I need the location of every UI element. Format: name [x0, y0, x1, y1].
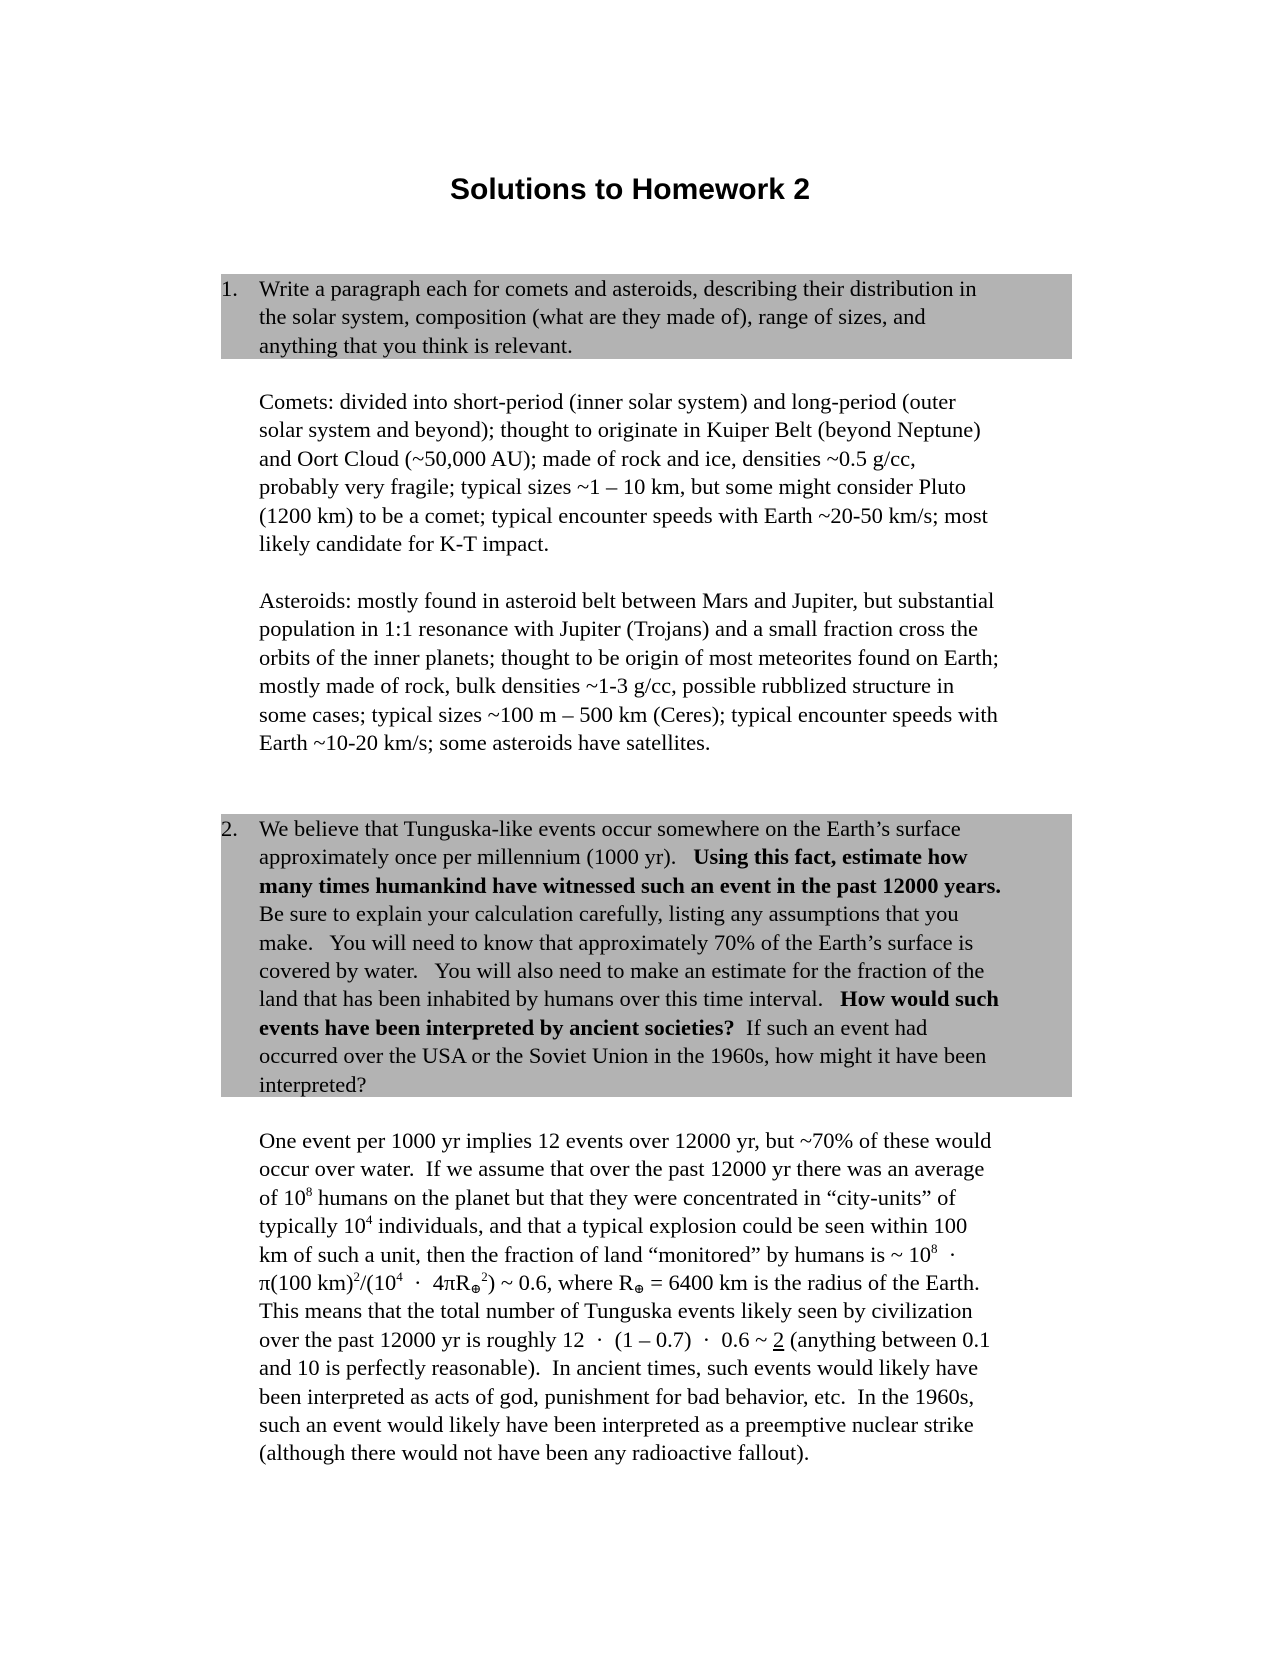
prompt-line: land that has been inhabited by humans over this time interval. How would such — [259, 986, 999, 1012]
answer-asteroids — [259, 587, 1079, 757]
prompt-line: We believe that Tunguska-like events occur somewhere on the Earth’s surface — [259, 816, 961, 841]
prompt-line: the solar system, composition (what are they made of), range of sizes, and — [259, 304, 926, 330]
answer-line: Comets: divided into short-period (inner solar system) and long-period (outer — [259, 389, 956, 414]
answer-line: population in 1:1 resonance with Jupiter (Trojans) and a small fraction cross the — [259, 616, 979, 642]
prompt-line: events have been interpreted by ancient societies? If such an event had — [259, 1014, 928, 1040]
answer-line: One event per 1000 yr implies 12 events over 12000 yr, but ~70% of these would — [259, 1128, 992, 1153]
answer-line: orbits of the inner planets; thought to be origin of most meteorites found on Earth; — [259, 644, 999, 670]
answer-line: and 10 is perfectly reasonable). In ancient times, such events would likely have — [259, 1355, 979, 1381]
answer-line: over the past 12000 yr is roughly 12 · (1 – 0.7) · 0.6 ~ 2 (anything between 0.1 — [259, 1326, 991, 1352]
prompt-line: Write a paragraph each for comets and asteroids, describing their distribution in — [259, 276, 977, 301]
answer-line: such an event would likely have been interpreted as a preemptive nuclear strike — [259, 1412, 974, 1438]
answer-line: mostly made of rock, bulk densities ~1-3 g/cc, possible rubblized structure in — [259, 673, 955, 699]
prompt-line: Be sure to explain your calculation carefully, listing any assumptions that you — [259, 901, 959, 927]
question-2-number: 2. — [221, 816, 238, 841]
answer-line: solar system and beyond); thought to originate in Kuiper Belt (beyond Neptune) — [259, 417, 981, 443]
prompt-line: many times humankind have witnessed such an event in the past 12000 years. — [259, 872, 1001, 898]
question-1-box — [221, 274, 1072, 359]
prompt-line: make. You will need to know that approximately 70% of the Earth’s surface is — [259, 929, 974, 955]
answer-comets — [259, 388, 1079, 558]
question-1-number: 1. — [221, 276, 238, 301]
answer-line: km of such a unit, then the fraction of land “monitored” by humans is ~ $10^8$ · — [259, 1240, 957, 1267]
answer-line: typically $10^4$ individuals, and that a typical explosion could be seen within 100 — [259, 1212, 968, 1239]
answer-line: π(100 $km)^2/(10^4 \cdot 4\pi R_\oplus^2)$ ~ 0.6, where $R_\oplus = 6400$ km is the radius of the Earth. — [259, 1269, 980, 1297]
prompt-line: anything that you think is relevant. — [259, 332, 573, 358]
question-1-prompt — [259, 275, 1072, 360]
answer-line: been interpreted as acts of god, punishment for bad behavior, etc. In the 1960s, — [259, 1383, 975, 1409]
answer-line: some cases; typical sizes ~100 m – 500 km (Ceres); typical encounter speeds with — [259, 701, 998, 727]
answer-line: This means that the total number of Tunguska events likely seen by civilization — [259, 1298, 973, 1324]
question-2-prompt — [259, 815, 1072, 1099]
answer-line: (1200 km) to be a comet; typical encounter speeds with Earth ~20-50 km/s; most — [259, 502, 988, 528]
answer-line: of $10^8$ humans on the planet but that they were concentrated in “city-units” of — [259, 1183, 956, 1210]
page-title: Solutions to Homework 2 — [449, 173, 811, 206]
answer-line: Asteroids: mostly found in asteroid belt between Mars and Jupiter, but substantial — [259, 588, 995, 613]
prompt-line: interpreted? — [259, 1071, 367, 1097]
prompt-line: occurred over the USA or the Soviet Union in the 1960s, how might it have been — [259, 1043, 987, 1069]
answer-line: (although there would not have been any radioactive fallout). — [259, 1440, 810, 1466]
answer-line: likely candidate for K-T impact. — [259, 531, 550, 557]
answer-tunguska — [259, 1127, 1079, 1468]
answer-line: probably very fragile; typical sizes ~1 – 10 km, but some might consider Pluto — [259, 474, 967, 500]
prompt-line: covered by water. You will also need to make an estimate for the fraction of the — [259, 958, 985, 984]
answer-line: occur over water. If we assume that over the past 12000 yr there was an average — [259, 1156, 985, 1182]
question-2-box — [221, 814, 1072, 1097]
answer-line: Earth ~10-20 km/s; some asteroids have satellites. — [259, 730, 711, 756]
answer-line: and Oort Cloud (~50,000 AU); made of rock and ice, densities ~0.5 g/cc, — [259, 445, 916, 471]
prompt-line: approximately once per millennium (1000 yr). Using this fact, estimate how — [259, 844, 968, 870]
